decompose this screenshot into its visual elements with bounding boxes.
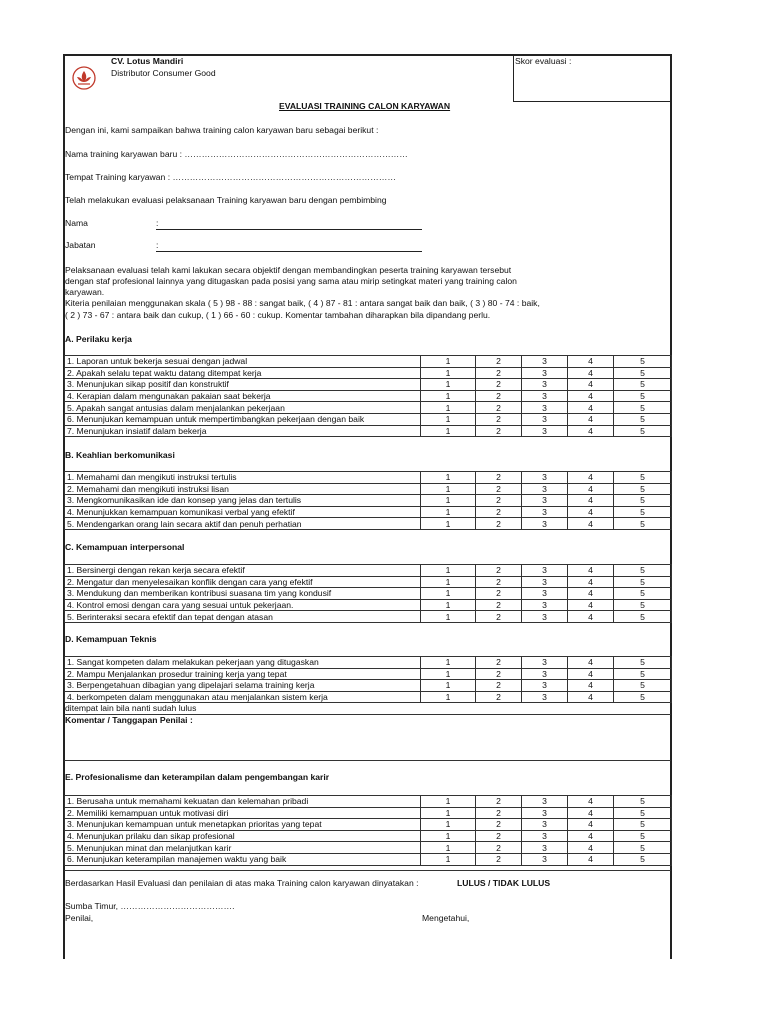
rating-option-1[interactable]: 1 — [421, 807, 476, 819]
section-d-table — [64, 656, 672, 703]
rating-option-5[interactable]: 5 — [614, 356, 672, 368]
rating-option-5[interactable]: 5 — [614, 830, 672, 842]
jabatan-colon: : — [156, 240, 159, 250]
table-row — [65, 853, 672, 865]
criterion-label: 1. Bersinergi dengan rekan kerja secara efektif — [65, 565, 421, 577]
criterion-label: 2. Mampu Menjalankan prosedur training kerja yang tepat — [65, 668, 421, 680]
rating-option-3[interactable]: 3 — [522, 807, 568, 819]
rating-option-1[interactable]: 1 — [421, 565, 476, 577]
rating-option-5[interactable]: 5 — [614, 842, 672, 854]
nama-colon: : — [156, 218, 159, 228]
criterion-label: 4. Menunjukkan kemampuan komunikasi verbal yang efektif — [65, 506, 421, 518]
table-row — [65, 576, 672, 588]
rating-option-2[interactable]: 2 — [476, 853, 522, 865]
rating-option-5[interactable]: 5 — [614, 472, 672, 484]
comment-area[interactable] — [66, 728, 668, 758]
rating-option-1[interactable]: 1 — [421, 588, 476, 600]
table-row — [65, 495, 672, 507]
rating-option-2[interactable]: 2 — [476, 506, 522, 518]
rating-option-5[interactable]: 5 — [614, 819, 672, 831]
section-e-table — [64, 795, 672, 866]
rating-option-1[interactable]: 1 — [421, 796, 476, 808]
trainee-name-line: Nama training karyawan baru : …………………………………………………………………… — [65, 149, 408, 159]
rating-option-4[interactable]: 4 — [568, 495, 614, 507]
rating-option-1[interactable]: 1 — [421, 657, 476, 669]
table-row — [65, 483, 672, 495]
rating-option-2[interactable]: 2 — [476, 495, 522, 507]
rating-option-4[interactable]: 4 — [568, 842, 614, 854]
rating-option-1[interactable]: 1 — [421, 680, 476, 692]
rating-option-2[interactable]: 2 — [476, 668, 522, 680]
rating-option-3[interactable]: 3 — [522, 565, 568, 577]
rating-option-2[interactable]: 2 — [476, 611, 522, 623]
table-row — [65, 842, 672, 854]
rating-option-3[interactable]: 3 — [522, 657, 568, 669]
rating-option-4[interactable]: 4 — [568, 367, 614, 379]
rating-option-3[interactable]: 3 — [522, 819, 568, 831]
rating-option-3[interactable]: 3 — [522, 425, 568, 437]
rating-option-2[interactable]: 2 — [476, 367, 522, 379]
rating-option-4[interactable]: 4 — [568, 588, 614, 600]
criterion-label: 2. Apakah selalu tepat waktu datang ditempat kerja — [65, 367, 421, 379]
criterion-label: 5. Berinteraksi secara efektif dan tepat dengan atasan — [65, 611, 421, 623]
rating-option-5[interactable]: 5 — [614, 379, 672, 391]
rating-option-3[interactable]: 3 — [522, 413, 568, 425]
rating-option-5[interactable]: 5 — [614, 576, 672, 588]
comment-label: Komentar / Tanggapan Penilai : — [65, 715, 193, 725]
rating-option-1[interactable]: 1 — [421, 830, 476, 842]
evaluator-line: Telah melakukan evaluasi pelaksanaan Training karyawan baru dengan pembimbing — [65, 195, 387, 205]
criterion-label: 4. berkompeten dalam menggunakan atau menjalankan sistem kerja — [65, 691, 421, 703]
rating-option-2[interactable]: 2 — [476, 691, 522, 703]
rating-option-3[interactable]: 3 — [522, 691, 568, 703]
rating-option-5[interactable]: 5 — [614, 402, 672, 414]
table-row — [65, 611, 672, 623]
table-row — [65, 413, 672, 425]
rating-option-3[interactable]: 3 — [522, 830, 568, 842]
section-a-table — [64, 355, 672, 437]
rating-option-3[interactable]: 3 — [522, 599, 568, 611]
score-label: Skor evaluasi : — [515, 56, 572, 66]
comment-divider-bottom — [64, 760, 671, 761]
criterion-label: 1. Laporan untuk bekerja sesuai dengan jadwal — [65, 356, 421, 368]
rating-option-2[interactable]: 2 — [476, 796, 522, 808]
rating-option-2[interactable]: 2 — [476, 518, 522, 530]
criteria-paragraph-4: Kiteria penilaian menggunakan skala ( 5 ) 98 - 88 : sangat baik, ( 4 ) 87 - 81 : antara sangat baik dan baik, ( 3 ) 80 - 74 : baik, — [65, 298, 540, 308]
criterion-label: 6. Menunjukan kemampuan untuk mempertimbangkan pekerjaan dengan baik — [65, 413, 421, 425]
rating-option-3[interactable]: 3 — [522, 483, 568, 495]
criterion-label: 1. Berusaha untuk memahami kekuatan dan kelemahan pribadi — [65, 796, 421, 808]
table-row — [65, 425, 672, 437]
table-row — [65, 367, 672, 379]
rating-option-3[interactable]: 3 — [522, 668, 568, 680]
jabatan-field[interactable] — [156, 251, 422, 252]
rating-option-1[interactable]: 1 — [421, 842, 476, 854]
rating-option-1[interactable]: 1 — [421, 413, 476, 425]
rating-option-1[interactable]: 1 — [421, 691, 476, 703]
rating-option-5[interactable]: 5 — [614, 413, 672, 425]
table-row — [65, 379, 672, 391]
rating-option-2[interactable]: 2 — [476, 657, 522, 669]
criterion-label: 5. Menunjukan minat dan melanjutkan karir — [65, 842, 421, 854]
rating-option-5[interactable]: 5 — [614, 796, 672, 808]
criterion-label: 2. Memiliki kemampuan untuk motivasi diri — [65, 807, 421, 819]
table-row — [65, 402, 672, 414]
rating-option-1[interactable]: 1 — [421, 668, 476, 680]
criterion-label: 7. Menunjukan insiatif dalam bekerja — [65, 425, 421, 437]
rating-option-4[interactable]: 4 — [568, 379, 614, 391]
rating-option-4[interactable]: 4 — [568, 402, 614, 414]
criterion-label: 3. Menunjukan kemampuan untuk menetapkan prioritas yang tepat — [65, 819, 421, 831]
rating-option-4[interactable]: 4 — [568, 425, 614, 437]
rating-option-1[interactable]: 1 — [421, 518, 476, 530]
rating-option-4[interactable]: 4 — [568, 853, 614, 865]
criterion-label: 4. Kerapian dalam mengunakan pakaian saat bekerja — [65, 390, 421, 402]
criterion-label: 5. Mendengarkan orang lain secara aktif dan penuh perhatian — [65, 518, 421, 530]
training-place-line: Tempat Training karyawan : …………………………………………………………………… — [65, 172, 396, 182]
rating-option-2[interactable]: 2 — [476, 680, 522, 692]
rating-option-4[interactable]: 4 — [568, 668, 614, 680]
rating-option-5[interactable]: 5 — [614, 668, 672, 680]
rating-option-3[interactable]: 3 — [522, 588, 568, 600]
criterion-label: 6. Menunjukan keterampilan manajemen waktu yang baik — [65, 853, 421, 865]
rating-option-3[interactable]: 3 — [522, 853, 568, 865]
rating-option-3[interactable]: 3 — [522, 379, 568, 391]
rating-option-4[interactable]: 4 — [568, 680, 614, 692]
rating-option-4[interactable]: 4 — [568, 413, 614, 425]
rating-option-2[interactable]: 2 — [476, 379, 522, 391]
criterion-label: 3. Mengkomunikasikan ide dan konsep yang jelas dan tertulis — [65, 495, 421, 507]
rating-option-2[interactable]: 2 — [476, 830, 522, 842]
criteria-paragraph-3: karyawan. — [65, 287, 105, 297]
place-date: Sumba Timur, …………………………………. — [65, 901, 235, 911]
conclusion-text: Berdasarkan Hasil Evaluasi dan penilaian di atas maka Training calon karyawan dinyatakan : — [65, 878, 419, 888]
rating-option-3[interactable]: 3 — [522, 796, 568, 808]
rating-option-5[interactable]: 5 — [614, 611, 672, 623]
rating-option-3[interactable]: 3 — [522, 356, 568, 368]
rating-option-1[interactable]: 1 — [421, 390, 476, 402]
approver-label: Mengetahui, — [422, 913, 470, 923]
rating-option-5[interactable]: 5 — [614, 588, 672, 600]
table-row — [65, 807, 672, 819]
rating-option-1[interactable]: 1 — [421, 483, 476, 495]
rating-option-2[interactable]: 2 — [476, 390, 522, 402]
section-d-title: D. Kemampuan Teknis — [65, 634, 157, 644]
section-a-title: A. Perilaku kerja — [65, 334, 132, 344]
criterion-label: 2. Memahami dan mengikuti instruksi lisan — [65, 483, 421, 495]
table-row — [65, 796, 672, 808]
section-b-table — [64, 471, 672, 530]
table-row — [65, 472, 672, 484]
rating-option-1[interactable]: 1 — [421, 599, 476, 611]
rating-option-4[interactable]: 4 — [568, 830, 614, 842]
rating-option-5[interactable]: 5 — [614, 853, 672, 865]
rating-option-3[interactable]: 3 — [522, 402, 568, 414]
rating-option-3[interactable]: 3 — [522, 611, 568, 623]
rating-option-5[interactable]: 5 — [614, 691, 672, 703]
rating-option-2[interactable]: 2 — [476, 565, 522, 577]
rating-option-2[interactable]: 2 — [476, 807, 522, 819]
table-row — [65, 599, 672, 611]
rating-option-5[interactable]: 5 — [614, 680, 672, 692]
criterion-label: 2. Mengatur dan menyelesaikan konflik dengan cara yang efektif — [65, 576, 421, 588]
rating-option-4[interactable]: 4 — [568, 611, 614, 623]
rating-option-1[interactable]: 1 — [421, 819, 476, 831]
table-row — [65, 588, 672, 600]
rating-option-3[interactable]: 3 — [522, 518, 568, 530]
footer-divider — [64, 870, 671, 871]
table-row — [65, 819, 672, 831]
assessor-label: Penilai, — [65, 913, 94, 923]
table-row — [65, 356, 672, 368]
rating-option-2[interactable]: 2 — [476, 588, 522, 600]
criterion-label: 1. Sangat kompeten dalam melakukan pekerjaan yang ditugaskan — [65, 657, 421, 669]
rating-option-3[interactable]: 3 — [522, 842, 568, 854]
rating-option-4[interactable]: 4 — [568, 472, 614, 484]
rating-option-4[interactable]: 4 — [568, 819, 614, 831]
rating-option-3[interactable]: 3 — [522, 472, 568, 484]
rating-option-4[interactable]: 4 — [568, 807, 614, 819]
criterion-label: 5. Apakah sangat antusias dalam menjalankan pekerjaan — [65, 402, 421, 414]
criterion-label: 3. Berpengetahuan dibagian yang dipelajari selama training kerja — [65, 680, 421, 692]
rating-option-4[interactable]: 4 — [568, 483, 614, 495]
rating-option-2[interactable]: 2 — [476, 842, 522, 854]
criterion-label: 4. Menunjukan prilaku dan sikap profesional — [65, 830, 421, 842]
section-e-title: E. Profesionalisme dan keterampilan dalam pengembangan karir — [65, 772, 330, 782]
rating-option-4[interactable]: 4 — [568, 518, 614, 530]
rating-option-4[interactable]: 4 — [568, 796, 614, 808]
rating-option-2[interactable]: 2 — [476, 425, 522, 437]
lotus-logo-icon — [72, 66, 96, 90]
table-row — [65, 680, 672, 692]
rating-option-5[interactable]: 5 — [614, 565, 672, 577]
rating-option-4[interactable]: 4 — [568, 565, 614, 577]
rating-option-5[interactable]: 5 — [614, 657, 672, 669]
rating-option-1[interactable]: 1 — [421, 402, 476, 414]
rating-option-5[interactable]: 5 — [614, 599, 672, 611]
rating-option-2[interactable]: 2 — [476, 356, 522, 368]
rating-option-3[interactable]: 3 — [522, 390, 568, 402]
rating-option-5[interactable]: 5 — [614, 390, 672, 402]
rating-option-2[interactable]: 2 — [476, 483, 522, 495]
rating-option-4[interactable]: 4 — [568, 356, 614, 368]
rating-option-5[interactable]: 5 — [614, 506, 672, 518]
rating-option-5[interactable]: 5 — [614, 495, 672, 507]
rating-option-2[interactable]: 2 — [476, 819, 522, 831]
rating-option-1[interactable]: 1 — [421, 853, 476, 865]
criteria-paragraph-2: dengan staf profesional lainnya yang ditugaskan pada posisi yang sama atau mirip setingkat materi yang training calon — [65, 276, 517, 286]
table-row — [65, 518, 672, 530]
rating-option-4[interactable]: 4 — [568, 657, 614, 669]
table-row — [65, 668, 672, 680]
form-title: EVALUASI TRAINING CALON KARYAWAN — [279, 101, 451, 111]
rating-option-1[interactable]: 1 — [421, 379, 476, 391]
criterion-label: 4. Kontrol emosi dengan cara yang sesuai untuk pekerjaan. — [65, 599, 421, 611]
rating-option-1[interactable]: 1 — [421, 367, 476, 379]
rating-option-1[interactable]: 1 — [421, 495, 476, 507]
rating-option-5[interactable]: 5 — [614, 367, 672, 379]
table-row — [65, 657, 672, 669]
jabatan-label: Jabatan — [65, 240, 96, 250]
section-b-title: B. Keahlian berkomunikasi — [65, 450, 175, 460]
rating-option-4[interactable]: 4 — [568, 576, 614, 588]
criteria-paragraph-5: ( 2 ) 73 - 67 : antara baik dan cukup, ( 1 ) 66 - 60 : cukup. Komentar tambahan diharapkan bila dipandang perlu. — [65, 310, 491, 320]
rating-option-5[interactable]: 5 — [614, 807, 672, 819]
table-row — [65, 506, 672, 518]
rating-option-4[interactable]: 4 — [568, 390, 614, 402]
table-row — [65, 565, 672, 577]
rating-option-5[interactable]: 5 — [614, 518, 672, 530]
rating-option-2[interactable]: 2 — [476, 472, 522, 484]
rating-option-3[interactable]: 3 — [522, 576, 568, 588]
rating-option-2[interactable]: 2 — [476, 413, 522, 425]
rating-option-3[interactable]: 3 — [522, 506, 568, 518]
table-row — [65, 691, 672, 703]
nama-label: Nama — [65, 218, 88, 228]
rating-option-4[interactable]: 4 — [568, 691, 614, 703]
rating-option-2[interactable]: 2 — [476, 402, 522, 414]
rating-option-4[interactable]: 4 — [568, 599, 614, 611]
rating-option-1[interactable]: 1 — [421, 425, 476, 437]
rating-option-3[interactable]: 3 — [522, 680, 568, 692]
criterion-label: 1. Memahami dan mengikuti instruksi tertulis — [65, 472, 421, 484]
rating-option-5[interactable]: 5 — [614, 483, 672, 495]
nama-field[interactable] — [156, 229, 422, 230]
rating-option-4[interactable]: 4 — [568, 506, 614, 518]
section-c-title: C. Kemampuan interpersonal — [65, 542, 185, 552]
table-row — [65, 390, 672, 402]
rating-option-1[interactable]: 1 — [421, 356, 476, 368]
rating-option-3[interactable]: 3 — [522, 495, 568, 507]
rating-option-5[interactable]: 5 — [614, 425, 672, 437]
intro-line: Dengan ini, kami sampaikan bahwa training calon karyawan baru sebagai berikut : — [65, 125, 379, 135]
rating-option-2[interactable]: 2 — [476, 576, 522, 588]
conclusion-options: LULUS / TIDAK LULUS — [457, 878, 551, 888]
rating-option-3[interactable]: 3 — [522, 367, 568, 379]
section-c-table — [64, 564, 672, 623]
rating-option-1[interactable]: 1 — [421, 506, 476, 518]
company-subtitle: Distributor Consumer Good — [111, 68, 216, 78]
company-name: CV. Lotus Mandiri — [111, 56, 184, 66]
criterion-label: 3. Mendukung dan memberikan kontribusi suasana tim yang kondusif — [65, 588, 421, 600]
table-row — [65, 830, 672, 842]
rating-option-1[interactable]: 1 — [421, 611, 476, 623]
criterion-label: 3. Menunjukan sikap positif dan konstruktif — [65, 379, 421, 391]
rating-option-2[interactable]: 2 — [476, 599, 522, 611]
section-d-item4-continuation: ditempat lain bila nanti sudah lulus — [65, 703, 197, 713]
criteria-paragraph-1: Pelaksanaan evaluasi telah kami lakukan secara objektif dengan membandingkan peserta training karyawan tersebut — [65, 265, 512, 275]
rating-option-1[interactable]: 1 — [421, 576, 476, 588]
rating-option-1[interactable]: 1 — [421, 472, 476, 484]
